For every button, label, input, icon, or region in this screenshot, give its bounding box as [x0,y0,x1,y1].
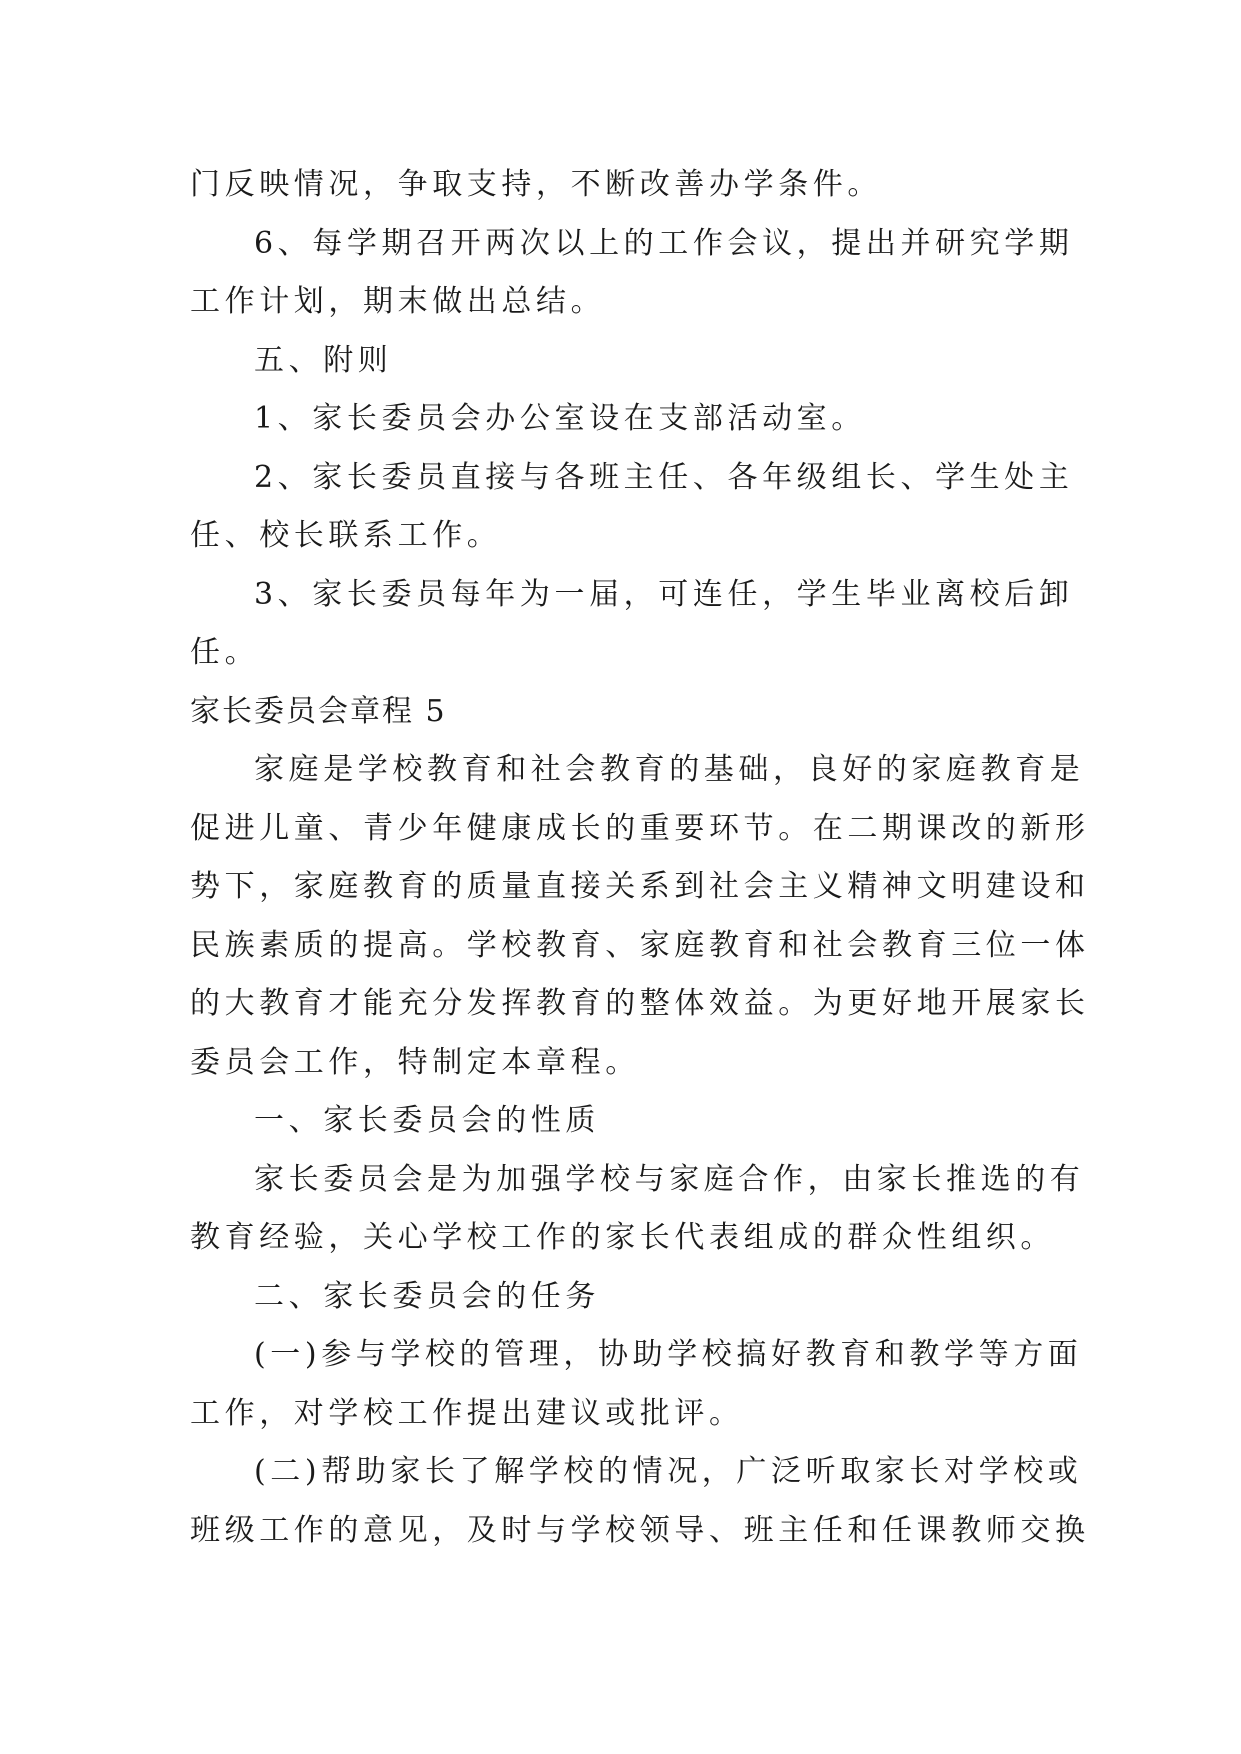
text-line: 委员会工作，特制定本章程。 [190,1044,640,1080]
text-line: 任。 [190,635,260,670]
document-body [190,156,1090,1560]
text-line: 民族素质的提高。学校教育、家庭教育和社会教育三位一体 [190,927,1090,963]
text-line: (一)参与学校的管理，协助学校搞好教育和教学等方面 [254,1337,1083,1372]
text-line: 工作，对学校工作提出建议或批评。 [190,1395,744,1431]
text-line: 班级工作的意见，及时与学校领导、班主任和任课教师交换 [190,1512,1090,1548]
text-line: 2、家长委员直接与各班主任、各年级组长、学生处主 [254,459,1074,495]
text-line: 势下，家庭教育的质量直接关系到社会主义精神文明建设和 [190,869,1090,904]
section-heading: 二、家长委员会的任务 [254,1278,600,1314]
text-line: 家庭是学校教育和社会教育的基础，良好的家庭教育是 [254,752,1085,787]
document-title: 家长委员会章程 5 [190,693,447,729]
text-line: 门反映情况，争取支持，不断改善办学条件。 [190,167,882,202]
text-line: 工作计划，期末做出总结。 [190,284,606,319]
text-line: 任、校长联系工作。 [190,518,502,553]
text-line: 家长委员会是为加强学校与家庭合作，由家长推选的有 [254,1161,1085,1197]
text-line: (二)帮助家长了解学校的情况，广泛听取家长对学校或 [254,1454,1083,1489]
text-line: 教育经验，关心学校工作的家长代表组成的群众性组织。 [190,1220,1055,1255]
text-line: 3、家长委员每年为一届，可连任，学生毕业离校后卸 [254,576,1074,612]
text-line: 促进儿童、青少年健康成长的重要环节。在二期课改的新形 [190,810,1090,846]
text-line: 1、家长委员会办公室设在支部活动室。 [254,401,866,436]
section-heading: 一、家长委员会的性质 [254,1103,600,1138]
text-line: 6、每学期召开两次以上的工作会议，提出并研究学期 [254,225,1074,261]
section-heading: 五、附则 [254,342,393,378]
text-line: 的大教育才能充分发挥教育的整体效益。为更好地开展家长 [190,986,1090,1021]
